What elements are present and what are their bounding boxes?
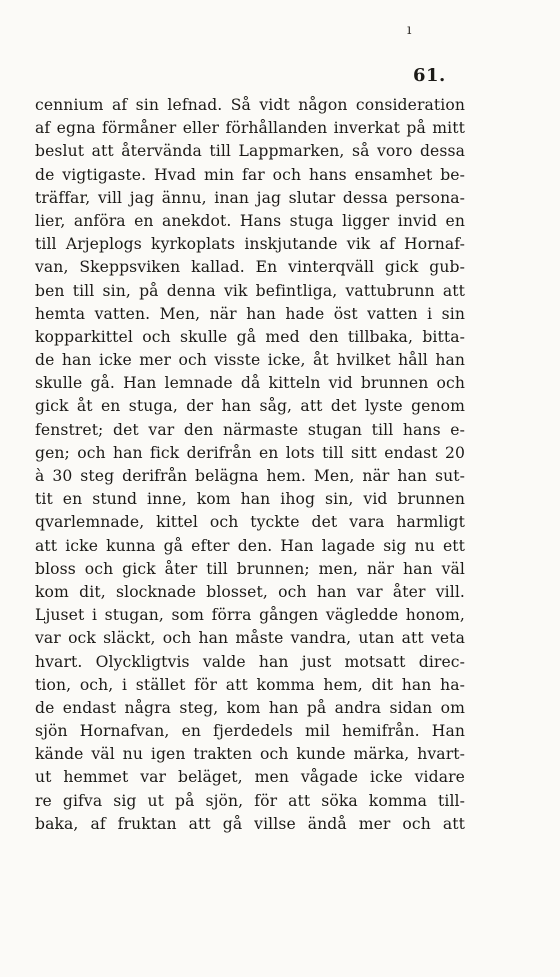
text-line: hvart. Olyckligtvis valde han just motsatt direc- [35,652,465,671]
text-line: baka, af fruktan att gå villse ändå mer och att [35,814,465,833]
text-line: skulle gå. Han lemnade då kitteln vid brunnen och [35,374,465,393]
text-line: var ock släckt, och han måste vandra, utan att veta [35,629,465,648]
text-line: kom dit, slocknade blosset, och han var åter vill. [35,582,465,601]
text-line: van, Skeppsviken kallad. En vinterqväll gick gub- [35,258,465,277]
text-line: lier, anföra en anekdot. Hans stuga ligger invid en [35,211,465,230]
text-line: tit en stund inne, kom han ihog sin, vid brunnen [35,490,465,509]
body-text [35,94,465,836]
text-line: ut hemmet var beläget, men vågade icke vidare [35,768,465,787]
page-number: 61. [413,65,446,86]
text-line: à 30 steg derifrån belägna hem. Men, när han sut- [35,467,465,485]
text-line: qvarlemnade, kittel och tyckte det vara harmligt [35,513,465,532]
text-line: de endast några steg, kom han på andra sidan om [35,698,465,717]
text-line: Ljuset i stugan, som förra gången vägledde honom, [35,606,465,625]
text-line: kände väl nu igen trakten och kunde märka, hvart- [35,745,465,764]
text-line: beslut att återvända till Lappmarken, så voro dessa [35,142,465,161]
text-line: de vigtigaste. Hvad min far och hans ensamhet be- [35,165,465,184]
text-line: cennium af sin lefnad. Så vidt någon consideration [35,96,465,114]
text-line: fenstret; det var den närmaste stugan till hans e- [35,420,465,439]
text-line: de han icke mer och visste icke, åt hvilket håll han [35,351,465,370]
top-mark: ı [407,22,412,38]
text-line: re gifva sig ut på sjön, för att söka komma till- [35,791,465,810]
text-line: träffar, vill jag ännu, inan jag slutar dessa persona- [35,188,465,207]
text-line: bloss och gick åter till brunnen; men, när han väl [35,559,465,578]
text-line: kopparkittel och skulle gå med den tillbaka, bitta- [35,327,465,346]
text-line: af egna förmåner eller förhållanden inverkat på mitt [35,119,465,138]
text-line: gick åt en stuga, der han såg, att det lyste genom [35,397,465,416]
text-line: sjön Hornafvan, en fjerdedels mil hemifrån. Han [35,722,465,741]
text-line: till Arjeplogs kyrkoplats inskjutande vik af Hornaf- [35,235,465,254]
text-line: hemta vatten. Men, när han hade öst vatten i sin [35,304,465,323]
text-line: att icke kunna gå efter den. Han lagade sig nu ett [35,536,465,555]
text-line: gen; och han fick derifrån en lots till sitt endast 20 [35,443,465,462]
text-line: ben till sin, på denna vik befintliga, vattubrunn att [35,281,465,300]
text-line: tion, och, i stället för att komma hem, dit han ha- [35,675,465,694]
